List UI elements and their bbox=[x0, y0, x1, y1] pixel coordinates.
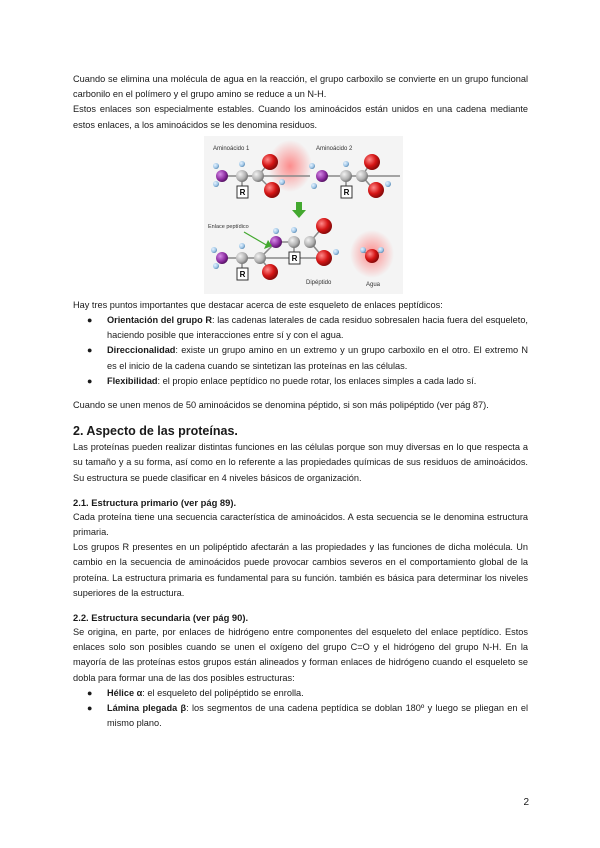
list-item-term: Flexibilidad bbox=[107, 375, 158, 386]
section-2-1-paragraph-1: Cada proteína tiene una secuencia característica de aminoácidos. A esta secuencia se le denomina estructura primaria. bbox=[73, 511, 528, 538]
bullet-icon: ● bbox=[87, 703, 93, 714]
list-item bbox=[73, 313, 528, 343]
carbon-atom bbox=[236, 170, 248, 182]
peptide-bond-diagram bbox=[204, 136, 403, 294]
hydrogen-atom bbox=[239, 243, 245, 249]
r-group-label: R bbox=[291, 253, 298, 263]
water-label: Agua bbox=[366, 281, 381, 288]
section-2-2-heading: 2.2. Estructura secundaria (ver pág 90). bbox=[73, 612, 249, 624]
peptide-bond-figure bbox=[204, 136, 403, 294]
oxygen-atom bbox=[262, 264, 278, 280]
oxygen-atom bbox=[368, 182, 384, 198]
list-item-text: : el esqueleto del polipéptido se enrolla. bbox=[142, 687, 304, 698]
r-group-label: R bbox=[239, 269, 246, 279]
hydrogen-atom bbox=[213, 163, 219, 169]
section-2-1-paragraph-2: Los grupos R presentes en un polipéptido afectarán a las propiedades y las funciones de dicha molécula. Un cambio en la secuencia de aminoácidos puede provocar cambios severos en el comportamiento global de la proteína. La estructura primaria es fundamental para su función. también es básica para determinar los niveles superiores de la estructura. bbox=[73, 542, 528, 598]
hydrogen-atom bbox=[333, 249, 339, 255]
bullet-icon: ● bbox=[87, 345, 93, 356]
amino-acid-2-label: Aminoácido 2 bbox=[316, 145, 353, 152]
list-item-text: : los segmentos de una cadena peptídica se doblan 180º y luego se pliegan en el mismo plano. bbox=[107, 703, 528, 729]
points-outro: Cuando se unen menos de 50 aminoácidos se denomina péptido, si son más polipéptido (ver pág 87). bbox=[73, 400, 489, 411]
list-item bbox=[73, 343, 528, 373]
hydrogen-atom bbox=[343, 161, 349, 167]
oxygen-atom bbox=[262, 154, 278, 170]
nitrogen-atom bbox=[316, 170, 328, 182]
section-2-1-heading: 2.1. Estructura primario (ver pág 89). bbox=[73, 496, 237, 508]
hydrogen-atom bbox=[291, 227, 297, 233]
carbon-atom bbox=[356, 170, 368, 182]
amino-acid-1-label: Aminoácido 1 bbox=[213, 145, 250, 152]
hydrogen-atom bbox=[311, 183, 317, 189]
secondary-structures-list bbox=[73, 686, 528, 732]
carbon-atom bbox=[252, 170, 264, 182]
section-2-paragraph: Las proteínas pueden realizar distintas funciones en las células porque son muy diversas en lo que respecta a su tamaño y a su forma, así como en lo referente a las propiedades químicas de sus residuos de aminoácidos. Su estructura se puede clasificar en 4 niveles básicos de organización. bbox=[73, 442, 528, 483]
list-item-term: Lámina plegada β bbox=[107, 703, 187, 714]
carbon-atom bbox=[236, 252, 248, 264]
list-item-text: : las cadenas laterales de cada residuo sobresalen hacia fuera del esqueleto, haciendo posible que interacciones entre sí y con el agua. bbox=[107, 315, 528, 341]
hydrogen-atom bbox=[279, 179, 285, 185]
list-item-term: Orientación del grupo R bbox=[107, 315, 213, 326]
oxygen-atom bbox=[264, 182, 280, 198]
bullet-icon: ● bbox=[87, 687, 93, 698]
hydrogen-atom bbox=[211, 247, 217, 253]
water-hydrogen-atom bbox=[360, 247, 366, 253]
oxygen-atom bbox=[316, 250, 332, 266]
hydrogen-atom bbox=[213, 181, 219, 187]
nitrogen-atom bbox=[216, 170, 228, 182]
nitrogen-atom bbox=[270, 236, 282, 248]
list-item-term: Hélice α bbox=[107, 687, 143, 698]
list-item-term: Direccionalidad bbox=[107, 345, 176, 356]
list-item bbox=[73, 374, 528, 389]
list-item bbox=[73, 701, 528, 731]
hydrogen-atom bbox=[239, 161, 245, 167]
intro-paragraph-2: Estos enlaces son especialmente estables. Cuando los aminoácidos están unidos en una cadena mediante estos enlaces, a los aminoácidos se les denomina residuos. bbox=[73, 104, 528, 130]
section-2-2-paragraph: Se origina, en parte, por enlaces de hidrógeno entre componentes del esqueleto del enlace peptídico. Estos enlaces solo son posibles cuando se unen el oxígeno del grupo C=O y el hidrógeno del grupo N-H. En la mayoría de las proteínas estos grupos están alineados y forman enlaces de hidrógeno cuando el esqueleto se dobla para formar una de las dos posibles estructuras: bbox=[73, 627, 528, 683]
section-2-heading: 2. Aspecto de las proteínas. bbox=[73, 424, 238, 439]
water-oxygen-atom bbox=[365, 249, 379, 263]
hydrogen-atom bbox=[385, 181, 391, 187]
list-item-text: : el propio enlace peptídico no puede rotar, los enlaces simples a cada lado sí. bbox=[157, 375, 477, 386]
carbon-atom bbox=[340, 170, 352, 182]
carbon-atom bbox=[288, 236, 300, 248]
peptide-bond-label: Enlace peptídico bbox=[208, 223, 249, 230]
hydrogen-atom bbox=[309, 163, 315, 169]
oxygen-atom bbox=[364, 154, 380, 170]
carbon-atom bbox=[254, 252, 266, 264]
oxygen-atom bbox=[316, 218, 332, 234]
list-item bbox=[73, 686, 528, 701]
water-hydrogen-atom bbox=[378, 247, 384, 253]
r-group-label: R bbox=[343, 187, 350, 197]
page-content bbox=[73, 72, 528, 731]
list-item-text: : existe un grupo amino en un extremo y un grupo carboxilo en el otro. El extremo N es el inicio de la cadena cuando se sintetizan las proteínas en las células. bbox=[107, 345, 528, 371]
page-number: 2 bbox=[523, 797, 529, 808]
hydrogen-atom bbox=[213, 263, 219, 269]
r-group-label: R bbox=[239, 187, 246, 197]
points-intro: Hay tres puntos importantes que destacar acerca de este esqueleto de enlaces peptídicos: bbox=[73, 299, 443, 310]
carbon-atom bbox=[304, 236, 316, 248]
dipeptide-label: Dipéptido bbox=[306, 279, 332, 286]
bullet-icon: ● bbox=[87, 315, 93, 326]
intro-paragraph-1: Cuando se elimina una molécula de agua en la reacción, el grupo carboxilo se convierte en un grupo funcional carbonilo en el polímero y el grupo amino se reduce a un N-H. bbox=[73, 74, 528, 100]
backbone-points-list bbox=[73, 313, 528, 389]
bullet-icon: ● bbox=[87, 375, 93, 386]
nitrogen-atom bbox=[216, 252, 228, 264]
hydrogen-atom bbox=[273, 228, 279, 234]
